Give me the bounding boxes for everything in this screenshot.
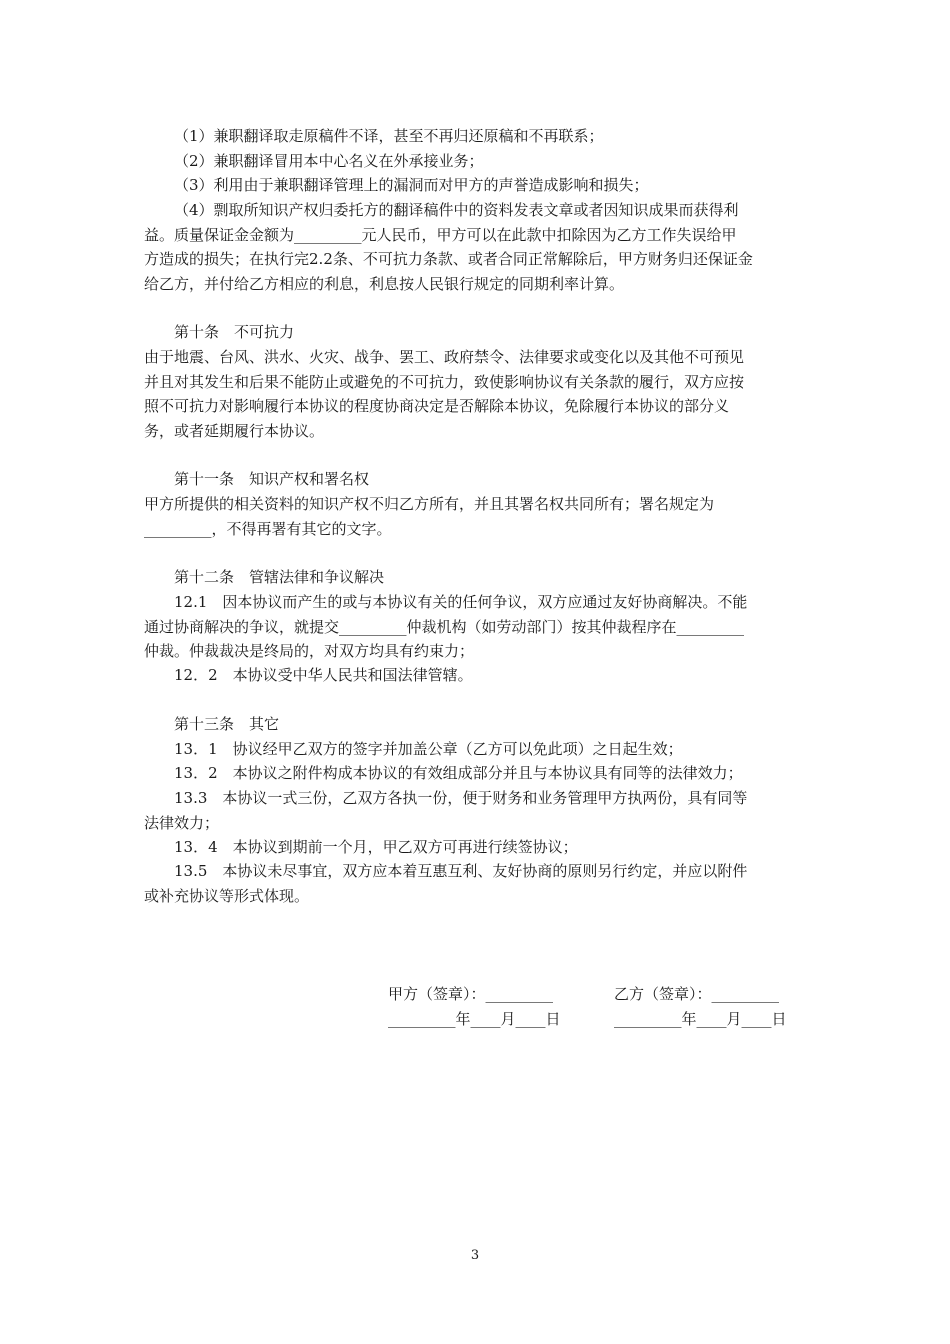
text-line: 12．2 本协议受中华人民共和国法律管辖。 <box>174 666 473 684</box>
party-a-signature: 甲方（签章）：_________ <box>388 985 554 1003</box>
party-b-date: _________年____月____日 <box>614 1010 787 1028</box>
clause10-body <box>144 345 808 443</box>
text-line: （3）利用由于兼职翻译管理上的漏洞而对甲方的声誉造成影响和损失； <box>174 176 649 194</box>
text-line: 甲方所提供的相关资料的知识产权不归乙方所有，并且其署名权共同所有；署名规定为 <box>144 495 715 513</box>
text-line: 务，或者延期履行本协议。 <box>144 421 325 440</box>
clause12-item1 <box>144 590 808 664</box>
text-line: （2）兼职翻译冒用本中心名义在外承接业务； <box>174 152 484 170</box>
section-heading: 第十一条 知识产权和署名权 <box>174 470 370 488</box>
text-line: 13．1 协议经甲乙双方的签字并加盖公章（乙方可以免此项）之日起生效； <box>174 740 683 758</box>
clause13-item3 <box>144 786 808 835</box>
text-line: 照不可抗力对影响履行本协议的程度协商决定是否解除本协议，免除履行本协议的部分义 <box>144 397 730 415</box>
text-line: 由于地震、台风、洪水、火灾、战争、罢工、政府禁令、法律要求或变化以及其他不可预见 <box>144 348 745 366</box>
text-line: 益。质量保证金金额为_________元人民币，甲方可以在此款中扣除因为乙方工作失误给甲 <box>144 225 737 244</box>
text-line: 给乙方，并付给乙方相应的利息，利息按人民银行规定的同期利率计算。 <box>144 274 625 293</box>
text-line: 13．2 本协议之附件构成本协议的有效组成部分并且与本协议具有同等的法律效力； <box>174 764 743 782</box>
text-line: 法律效力； <box>144 813 220 832</box>
section-heading: 第十二条 管辖法律和争议解决 <box>174 568 385 586</box>
text-line: （4）剽取所知识产权归委托方的翻译稿件中的资料发表文章或者因知识成果而获得利 <box>174 201 739 219</box>
page-number: 3 <box>470 1248 480 1263</box>
party-a-date: _________年____月____日 <box>388 1010 561 1028</box>
text-line: 方造成的损失；在执行完2.2条、不可抗力条款、或者合同正常解除后，甲方财务归还保证金 <box>144 250 753 268</box>
text-line: 或补充协议等形式体现。 <box>144 886 310 905</box>
clause13-title <box>144 712 808 737</box>
clause9-item1 <box>144 124 808 149</box>
text-line: 仲裁。仲裁裁决是终局的，对双方均具有约束力； <box>144 642 475 660</box>
clause13-item1 <box>144 737 808 762</box>
text-line: 13.5 本协议未尽事宜，双方应本着互惠互利、友好协商的原则另行约定，并应以附件 <box>174 862 748 880</box>
text-line: 12.1 因本协议而产生的或与本协议有关的任何争议，双方应通过友好协商解决。不能 <box>174 593 748 611</box>
party-b-signature: 乙方（签章）：_________ <box>614 985 780 1003</box>
clause13-item2 <box>144 761 808 786</box>
clause10-title <box>144 320 808 345</box>
clause9-item2 <box>144 149 808 174</box>
section-heading: 第十三条 其它 <box>174 715 280 733</box>
clause9-item4 <box>144 198 808 296</box>
text-line: （1）兼职翻译取走原稿件不译，甚至不再归还原稿和不再联系； <box>174 127 604 145</box>
clause9-item3 <box>144 173 808 198</box>
clause13-item4 <box>144 835 808 860</box>
section-heading: 第十条 不可抗力 <box>174 323 295 341</box>
clause12-title <box>144 565 808 590</box>
clause11-body <box>144 492 808 541</box>
clause13-item5 <box>144 859 808 908</box>
clause11-title <box>144 467 808 492</box>
text-line: 通过协商解决的争议，就提交_________仲裁机构（如劳动部门）按其仲裁程序在_________ <box>144 617 745 636</box>
text-line: 并且对其发生和后果不能防止或避免的不可抗力，致使影响协议有关条款的履行，双方应按 <box>144 372 745 391</box>
text-line: 13．4 本协议到期前一个月，甲乙双方可再进行续签协议； <box>174 838 578 856</box>
text-line: 13.3 本协议一式三份，乙双方各执一份，便于财务和业务管理甲方执两份，具有同等 <box>174 789 748 807</box>
text-line: _________，不得再署有其它的文字。 <box>144 519 392 538</box>
clause12-item2 <box>144 663 808 688</box>
